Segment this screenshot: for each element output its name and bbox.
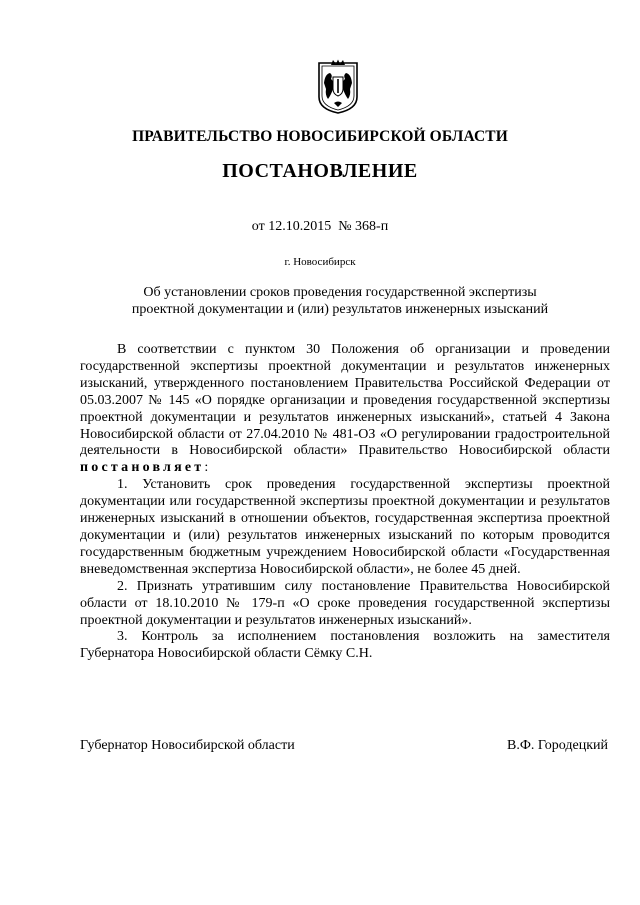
- preamble-text: В соответствии с пунктом 30 Положения об организации и проведении государственной экспертизы проектной документации и результатов инженерных изысканий, утвержденного постановлением Правительства Российской Федерации от 05.03.2007 № 145 «О порядке организации и проведения государственной экспертизы проектной документации и результатов инженерных изысканий», статьей 4 Закона Новосибирской области от 27.04.2010 № 481-ОЗ «О регулировании градостроительной деятельности в Новосибирской области» Правительство Новосибирской области: [80, 342, 610, 459]
- coat-of-arms-icon: [316, 59, 360, 115]
- decree-word: постановляет: [80, 460, 205, 476]
- subject-line-1: Об установлении сроков проведения государственной экспертизы: [143, 285, 537, 300]
- preamble-paragraph: [80, 342, 610, 477]
- subject-line-2: проектной документации и (или) результатов инженерных изысканий: [131, 302, 549, 317]
- item-1: 1. Установить срок проведения государственной экспертизы проектной документации или государственной экспертизы проектной документации и результатов инженерных изысканий в отношении объектов, государственная экспертиза проектной документации и (или) результатов инженерных изысканий по которым проводится государственным бюджетным учреждением Новосибирской области «Государственная вневедомственная экспертиза Новосибирской области», не более 45 дней.: [80, 477, 610, 577]
- signatory-position: Губернатор Новосибирской области: [80, 738, 295, 753]
- document-body: [80, 342, 610, 663]
- signatory-name: В.Ф. Городецкий: [507, 738, 608, 753]
- organization-title: ПРАВИТЕЛЬСТВО НОВОСИБИРСКОЙ ОБЛАСТИ: [132, 128, 508, 145]
- document-subject: [80, 284, 600, 318]
- document-type: ПОСТАНОВЛЕНИЕ: [222, 160, 418, 182]
- item-3: 3. Контроль за исполнением постановления возложить на заместителя Губернатора Новосибирской области Сёмку С.Н.: [80, 629, 610, 662]
- document-city: г. Новосибирск: [284, 256, 356, 268]
- item-2: 2. Признать утратившим силу постановление Правительства Новосибирской области от 18.10.2010 № 179-п «О сроке проведения государственной экспертизы проектной документации и результатов инженерных изысканий».: [80, 578, 610, 628]
- decree-colon: :: [204, 460, 209, 476]
- document-date-number: от 12.10.2015 № 368-п: [251, 219, 389, 234]
